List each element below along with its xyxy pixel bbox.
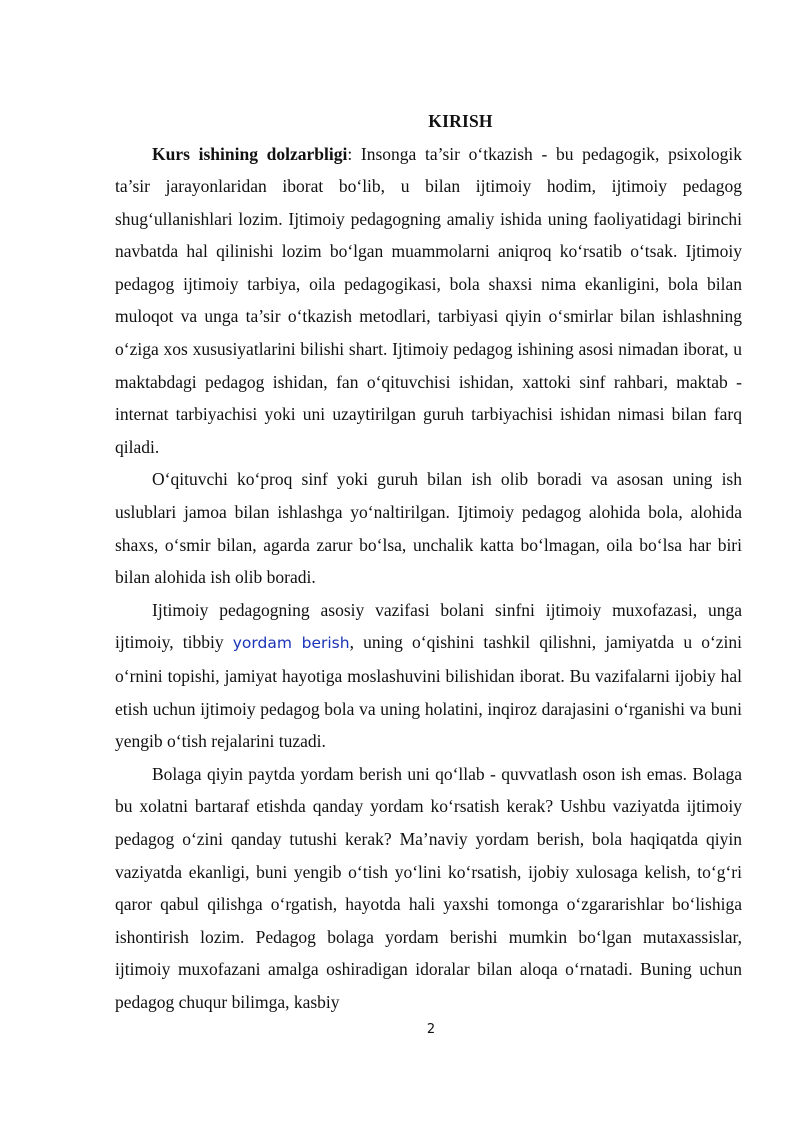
paragraph-1 (115, 138, 742, 464)
yordam-berish-link[interactable]: yordam berish (232, 634, 350, 653)
paragraph-4 (115, 758, 742, 1019)
paragraph-4-text: Bolaga qiyin paytda yordam berish uni qo‘llab - quvvatlash oson ish emas. Bolaga bu xolatni bartaraf etishda qanday yordam ko‘rsatish kerak? Ushbu vaziyatda ijtimoiy pedagog o‘zini qanday tutushi kerak? Ma’naviy yordam berish, bola haqiqatda qiyin vaziyatda ekanligi, buni yengib o‘tish yo‘lini ko‘rsatish, ijobiy xulosaga kelish, to‘g‘ri qaror qabul qilishga o‘rgatish, hayotda hali yaxshi tomonga o‘zgararishlar bo‘lishiga ishontirish lozim. Pedagog bolaga yordam berishi mumkin bo‘lgan mutaxassislar, ijtimoiy muxofazani amalga oshiradigan idoralar bilan aloqa o‘rnatadi. Buning uchun pedagog chuqur bilimga, kasbiy (115, 763, 742, 1012)
section-title: KIRISH (428, 111, 493, 131)
page-number: 2 (426, 1022, 436, 1037)
paragraph-3 (115, 594, 742, 758)
paragraph-1-text: Insonga ta’sir o‘tkazish - bu pedagogik, psixologik ta’sir jarayonlaridan iborat bo‘lib, u bilan ijtimoiy hodim, ijtimoiy pedagog shug‘ullanishlari lozim. Ijtimoiy pedagogning amaliy ishida uning faoliyatidagi birinchi navbatda hal qilinishi lozim bo‘lgan muammolarni aniqroq ko‘rsatib o‘tsak. Ijtimoiy pedagog ijtimoiy tarbiya, oila pedagogikasi, bola shaxsi nima ekanligini, bola bilan muloqot va unga ta’sir o‘tkazish metodlari, tarbiyasi qiyin o‘smirlar bilan ishlashning o‘ziga xos xususiyatlarini bilishi shart. Ijtimoiy pedagog ishining asosi nimadan iborat, u maktabdagi pedagog ishidan, fan o‘qituvchisi ishidan, xattoki sinf rahbari, maktab - internat tarbiyachisi yoki uni uzaytirilgan guruh tarbiyachisi ishidan nimasi bilan farq qiladi. (115, 143, 742, 457)
document-body (115, 105, 742, 1019)
heading-separator: : (347, 143, 361, 164)
topic-relevance-heading: Kurs ishining dolzarbligi (152, 143, 348, 164)
paragraph-2 (115, 463, 742, 593)
paragraph-3-text-after: , uning o‘qishini tashkil qilishni, jamiyatda u o‘zini o‘rnini topishi, jamiyat hayotiga moslashuvini bilishidan iborat. Bu vazifalarni ijobiy hal etish uchun ijtimoiy pedagog bola va uning holatini, inqiroz darajasini o‘rganishi va buni yengib o‘tish rejalarini tuzadi. (115, 632, 743, 752)
paragraph-2-text: O‘qituvchi ko‘proq sinf yoki guruh bilan ish olib boradi va asosan uning ish uslublari jamoa bilan ishlashga yo‘naltirilgan. Ijtimoiy pedagog alohida bola, alohida shaxs, o‘smir bilan, agarda zarur bo‘lsa, unchalik katta bo‘lmagan, oila bo‘lsa har biri bilan alohida ish olib boradi. (115, 469, 742, 588)
paragraph-3-text-before: Ijtimoiy pedagogning asosiy vazifasi bolani sinfni ijtimoiy muxofazasi, unga ijtimoiy, tibbiy (115, 599, 742, 653)
